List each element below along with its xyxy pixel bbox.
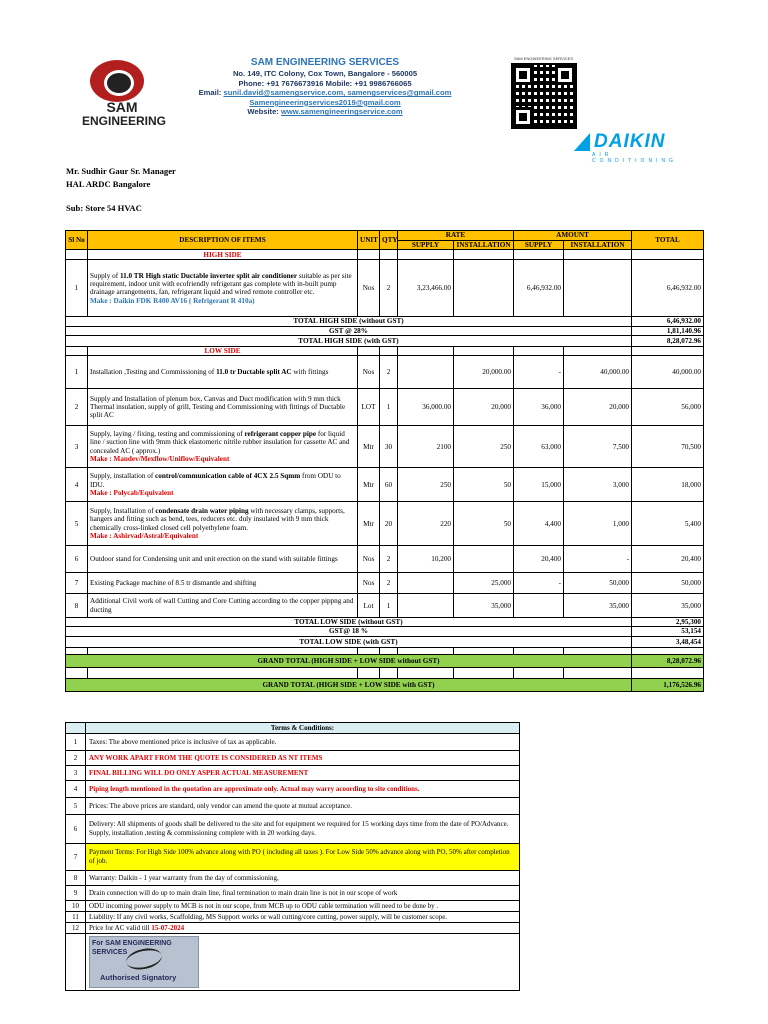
- item-desc-highlight: 11.0 TR High static Ductable inverter split air conditioner: [119, 271, 298, 280]
- item-description: [88, 594, 358, 618]
- header-description: DESCRIPTION OF ITEMS: [88, 231, 358, 250]
- website-link[interactable]: www.samengineeringservice.com: [280, 107, 403, 117]
- table-header-row: [66, 231, 704, 241]
- item-sl: 7: [66, 573, 88, 594]
- item-desc-text: Outdoor stand for Condensing unit and unit erection on the stand with suitable fittings: [90, 555, 338, 564]
- high-total-without-gst-value: 6,46,932.00: [632, 317, 704, 326]
- terms-number: 5: [66, 798, 86, 815]
- terms-number: 3: [66, 766, 86, 781]
- header-rate-installation: INSTALLATION: [454, 241, 514, 250]
- header-qty: QTY: [380, 231, 398, 250]
- company-logo: [82, 60, 167, 128]
- grand-total-with-gst-label: GRAND TOTAL (HIGH SIDE + LOW SIDE with GST): [66, 678, 632, 691]
- item-make: Make : Polycab/Equivalent: [90, 488, 174, 497]
- terms-number: 1: [66, 734, 86, 751]
- logo-text: [82, 99, 167, 128]
- item-description: [88, 573, 358, 594]
- header-total: TOTAL: [632, 231, 704, 250]
- qr-corner: [513, 107, 533, 127]
- item-amount-installation: 3,000: [564, 468, 632, 502]
- item-rate-supply: 250: [398, 468, 454, 502]
- item-amount-supply: [514, 594, 564, 618]
- terms-text: Drain connection will do up to main drain line, final termination to main drain line is not in our scope of work: [86, 886, 520, 901]
- terms-number: 2: [66, 751, 86, 766]
- low-side-title: LOW SIDE: [88, 346, 358, 355]
- qr-corner: [555, 65, 575, 85]
- daikin-wordmark: DAIKIN: [594, 131, 666, 152]
- low-total-with-gst-label: TOTAL LOW SIDE (with GST): [66, 636, 632, 647]
- item-unit: Nos: [358, 573, 380, 594]
- email-label: Email:: [198, 88, 224, 98]
- low-gst-label: GST@ 18 %: [66, 627, 632, 636]
- high-gst-label: GST @ 28%: [66, 326, 632, 335]
- item-description: [88, 468, 358, 502]
- item-qty: 20: [380, 502, 398, 546]
- item-make: Make : Daikin FDK R400 AV16 ( Refrigerant R 410a): [90, 296, 255, 305]
- item-sl: 2: [66, 389, 88, 426]
- item-rate-supply: 3,23,466.00: [398, 260, 454, 317]
- item-qty: 60: [380, 468, 398, 502]
- email-link[interactable]: sunil.david@samengservice.com, samengservices@gmail.com: [223, 88, 452, 98]
- qr-code-icon: [511, 63, 577, 129]
- item-total: 56,000: [632, 389, 704, 426]
- item-qty: 30: [380, 426, 398, 468]
- terms-text: Warranty: Daikin - 1 year warranty from the day of commissioning,: [86, 871, 520, 886]
- company-email: [180, 88, 470, 98]
- daikin-logo: [574, 131, 694, 164]
- grand-total-with-gst-value: 1,176,526.96: [632, 678, 704, 691]
- low-total-without-gst-label: TOTAL LOW SIDE (without GST): [66, 618, 632, 627]
- item-amount-installation: 40,000.00: [564, 356, 632, 389]
- high-total-without-gst-label: TOTAL HIGH SIDE (without GST): [66, 317, 632, 326]
- header-rate-supply: SUPPLY: [398, 241, 454, 250]
- item-qty: 2: [380, 260, 398, 317]
- item-rate-installation: [454, 546, 514, 573]
- item-unit: Mtr: [358, 502, 380, 546]
- item-total: 5,400: [632, 502, 704, 546]
- item-amount-installation: [564, 260, 632, 317]
- item-unit: Nos: [358, 356, 380, 389]
- terms-table: [65, 722, 520, 991]
- item-rate-supply: [398, 573, 454, 594]
- item-total: 40,000.00: [632, 356, 704, 389]
- item-amount-supply: -: [514, 573, 564, 594]
- daikin-subtitle: AIR CONDITIONING: [592, 152, 677, 164]
- item-qty: 2: [380, 356, 398, 389]
- item-amount-supply: 15,000: [514, 468, 564, 502]
- item-amount-installation: 50,000: [564, 573, 632, 594]
- low-total-without-gst-row: [66, 618, 704, 627]
- item-desc-highlight: 11.0 tr Ductable split AC: [216, 368, 292, 377]
- item-unit: Nos: [358, 260, 380, 317]
- item-desc-text: Supply, Installation of: [90, 507, 156, 516]
- item-desc-text: Supply of: [90, 271, 120, 280]
- high-total-with-gst-label: TOTAL HIGH SIDE (with GST): [66, 335, 632, 346]
- table-row: [66, 468, 704, 502]
- company-info: [180, 56, 470, 117]
- low-gst-value: 53,154: [632, 627, 704, 636]
- item-amount-supply: 36,000: [514, 389, 564, 426]
- item-rate-supply: 10,200: [398, 546, 454, 573]
- item-sl: 3: [66, 426, 88, 468]
- terms-row: [66, 871, 520, 886]
- terms-number: 12: [66, 923, 86, 934]
- terms-text: ODU incoming power supply to MCB is not in our scope, from MCB up to ODU cable termination will need to be done by .: [86, 901, 520, 912]
- item-desc-text: from ODU to IDU.: [90, 472, 341, 489]
- header-amount-installation: INSTALLATION: [564, 241, 632, 250]
- table-row: [66, 594, 704, 618]
- item-total: 35,000: [632, 594, 704, 618]
- terms-number: 4: [66, 781, 86, 798]
- signature-company: For SAM ENGINEERING SERVICES: [92, 940, 172, 956]
- item-sl: 1: [66, 356, 88, 389]
- item-unit: Nos: [358, 546, 380, 573]
- terms-number: 10: [66, 901, 86, 912]
- item-rate-installation: 25,000: [454, 573, 514, 594]
- table-row: [66, 546, 704, 573]
- item-unit: Mtr: [358, 426, 380, 468]
- item-description: [88, 260, 358, 317]
- terms-row: [66, 901, 520, 912]
- grand-total-without-gst-label: GRAND TOTAL (HIGH SIDE + LOW SIDE without GST): [66, 654, 632, 667]
- daikin-triangle-icon: [574, 133, 590, 151]
- low-total-with-gst-value: 3,48,454: [632, 636, 704, 647]
- addressee-name: Mr. Sudhir Gaur Sr. Manager: [66, 166, 176, 176]
- terms-text: [86, 923, 520, 934]
- item-unit: Mtr: [358, 468, 380, 502]
- item-description: [88, 389, 358, 426]
- item-amount-installation: 7,500: [564, 426, 632, 468]
- terms-text: Taxes: The above mentioned price is inclusive of tax as applicable.: [86, 734, 520, 751]
- signature-row: [66, 934, 520, 991]
- item-qty: 1: [380, 389, 398, 426]
- item-desc-text: Additional Civil work of wall Cutting and Core Cutting according to the copper pippng and ducting: [90, 597, 354, 614]
- item-rate-supply: 220: [398, 502, 454, 546]
- item-sl: 1: [66, 260, 88, 317]
- item-desc-text: Existing Package machine of 8.5 tr dismantle and shifting: [90, 579, 257, 588]
- item-description: [88, 502, 358, 546]
- low-total-without-gst-value: 2,95,300: [632, 618, 704, 627]
- item-total: 18,000: [632, 468, 704, 502]
- item-desc-highlight: condensate drain water piping: [155, 507, 249, 516]
- item-rate-supply: [398, 356, 454, 389]
- item-desc-highlight: control/communication cable of 4CX 2.5 Sqmm: [155, 472, 301, 481]
- terms-number: 7: [66, 844, 86, 871]
- terms-text: ANY WORK APART FROM THE QUOTE IS CONSIDERED AS NT ITEMS: [86, 751, 520, 766]
- item-rate-installation: [454, 260, 514, 317]
- item-amount-supply: 63,000: [514, 426, 564, 468]
- grand-total-without-gst-value: 8,28,072.96: [632, 654, 704, 667]
- section-row-high: [66, 250, 704, 260]
- terms-row: [66, 734, 520, 751]
- company-name: SAM ENGINEERING SERVICES: [250, 57, 400, 68]
- item-make: Make : Ashirvad/Astral/Equivalent: [90, 531, 199, 540]
- item-description: [88, 546, 358, 573]
- high-total-without-gst-row: [66, 317, 704, 326]
- item-amount-supply: 20,400: [514, 546, 564, 573]
- item-amount-installation: 20,000: [564, 389, 632, 426]
- logo-center: [104, 70, 134, 96]
- terms-number: 11: [66, 912, 86, 923]
- item-sl: 6: [66, 546, 88, 573]
- low-total-with-gst-row: [66, 636, 704, 647]
- item-rate-installation: 50: [454, 468, 514, 502]
- item-desc-text: with necessary clamps, supports, hangers and fitting such as bend, tees, reducers etc. duly insulated with 9 mm thick chemically cross-linked closed cell polyethylene foam.: [90, 507, 345, 532]
- low-gst-row: [66, 627, 704, 636]
- terms-text: Payment Terms: For High Side 100% advance along with PO ( including all taxes ). For Low Side 50% advance along with PO, 50% after completion of job.: [86, 844, 520, 871]
- terms-title: Terms & Conditions:: [86, 723, 520, 734]
- item-total: 6,46,932.00: [632, 260, 704, 317]
- item-desc-text: for liquid line / suction line with 9mm thick elastomeric nitrile rubber insulation for cassette AC and concealed AC ( approx.): [90, 430, 350, 455]
- item-rate-installation: 20,000: [454, 389, 514, 426]
- grand-total-without-gst-row: [66, 654, 704, 667]
- terms-header-row: [66, 723, 520, 734]
- item-unit: Lot: [358, 594, 380, 618]
- table-row: [66, 356, 704, 389]
- item-description: [88, 426, 358, 468]
- terms-row: [66, 751, 520, 766]
- item-amount-supply: -: [514, 356, 564, 389]
- terms-row: [66, 923, 520, 934]
- website-label: Website:: [247, 107, 281, 117]
- validity-date: 15-07-2024: [151, 923, 185, 932]
- qr-caption: SAM ENGINEERING SERVICES: [514, 56, 574, 61]
- item-rate-installation: 20,000.00: [454, 356, 514, 389]
- high-gst-value: 1,81,140.96: [632, 326, 704, 335]
- spacer-row: [66, 647, 704, 654]
- terms-text-pre: Price for AC valid till: [89, 923, 152, 932]
- high-side-title: HIGH SIDE: [88, 250, 358, 260]
- signature-stamp: [89, 936, 199, 988]
- logo-line1: SAM: [106, 99, 138, 115]
- item-sl: 4: [66, 468, 88, 502]
- header-amount: AMOUNT: [514, 231, 632, 241]
- table-row: [66, 260, 704, 317]
- item-total: 70,500: [632, 426, 704, 468]
- high-total-with-gst-value: 8,28,072.96: [632, 335, 704, 346]
- terms-number: 6: [66, 815, 86, 844]
- item-amount-supply: 6,46,932.00: [514, 260, 564, 317]
- terms-text: FINAL BILLING WILL DO ONLY ASPER ACTUAL MEASUREMENT: [86, 766, 520, 781]
- company-address: No. 149, ITC Colony, Cox Town, Bangalore - 560005: [232, 69, 418, 78]
- item-desc-text: Supply, laying / fixing, testing and commissioning of: [90, 430, 245, 439]
- item-desc-text: Supply and Installation of plenum box, Canvas and Duct modification with 9 mm thick Thermal insulation, supply of grill, Testing and Commissioning with fittings of Ductable split AC: [90, 394, 346, 420]
- high-gst-row: [66, 326, 704, 335]
- header-amount-supply: SUPPLY: [514, 241, 564, 250]
- subject-line: Sub: Store 54 HVAC: [66, 203, 142, 213]
- item-amount-installation: 35,000: [564, 594, 632, 618]
- signature-caption: Authorised Signatory: [100, 973, 177, 982]
- terms-text: Piping length mentioned in the quotation are approximate only. Actual may warry acoording to site conditions.: [86, 781, 520, 798]
- terms-row: [66, 844, 520, 871]
- terms-row: [66, 912, 520, 923]
- header-unit: UNIT: [358, 231, 380, 250]
- item-unit: LOT: [358, 389, 380, 426]
- item-total: 20,400: [632, 546, 704, 573]
- item-make: Make : Mandev/Mexflow/Uniflow/Equivalent: [90, 454, 230, 463]
- item-desc-text: Installation ,Testing and Commissioning of: [90, 368, 217, 377]
- spacer-row: [66, 667, 704, 678]
- terms-row: [66, 815, 520, 844]
- company-phone: Phone: +91 7676673916 Mobile: +91 9986766065: [238, 78, 412, 88]
- company-website: [180, 107, 470, 117]
- item-sl: 5: [66, 502, 88, 546]
- item-desc-highlight: refrigerant copper pipe: [244, 430, 317, 439]
- email-link-2[interactable]: Samengineeringservices2019@gmail.com: [249, 97, 401, 107]
- terms-text: Prices: The above prices are standard, only vendor can amend the quote at mutual acceptance.: [86, 798, 520, 815]
- item-qty: 1: [380, 594, 398, 618]
- terms-row: [66, 766, 520, 781]
- terms-number: 8: [66, 871, 86, 886]
- logo-line2: ENGINEERING: [82, 114, 167, 128]
- grand-total-with-gst-row: [66, 678, 704, 691]
- header-rate: RATE: [398, 231, 514, 241]
- section-row-low: [66, 346, 704, 355]
- item-rate-installation: 35,000: [454, 594, 514, 618]
- item-sl: 8: [66, 594, 88, 618]
- item-description: [88, 356, 358, 389]
- item-rate-supply: [398, 594, 454, 618]
- item-amount-installation: -: [564, 546, 632, 573]
- table-row: [66, 426, 704, 468]
- item-desc-text: suitable as per site requirement, indoor unit with ecofriendly refrigerant gas complete with in-built pump drainage arrangements, fan, refrigerant liquid and wired remote controller etc.: [90, 271, 352, 297]
- item-qty: 2: [380, 573, 398, 594]
- item-rate-installation: 50: [454, 502, 514, 546]
- terms-number: 9: [66, 886, 86, 901]
- item-desc-text: with fittings: [291, 368, 329, 377]
- terms-row: [66, 886, 520, 901]
- table-row: [66, 502, 704, 546]
- terms-row: [66, 798, 520, 815]
- table-row: [66, 389, 704, 426]
- terms-row: [66, 781, 520, 798]
- addressee-org: HAL ARDC Bangalore: [66, 179, 151, 189]
- item-desc-text: Supply, installation of: [90, 472, 156, 481]
- item-rate-supply: 36,000.00: [398, 389, 454, 426]
- item-amount-installation: 1,000: [564, 502, 632, 546]
- high-total-with-gst-row: [66, 335, 704, 346]
- terms-text: Delivery: All shipments of goods shall be delivered to the site and for equipment we required for 15 working days time from the date of PO/Advance. Supply, installation ,testing & commissioning complete with in 20 working days.: [86, 815, 520, 844]
- table-row: [66, 573, 704, 594]
- item-total: 50,000: [632, 573, 704, 594]
- qr-corner: [513, 65, 533, 85]
- header-sl: Sl No: [66, 231, 88, 250]
- item-rate-installation: 250: [454, 426, 514, 468]
- item-rate-supply: 2100: [398, 426, 454, 468]
- quotation-table: [65, 230, 704, 692]
- item-amount-supply: 4,400: [514, 502, 564, 546]
- terms-text: Liability: If any civil works, Scaffolding, MS Support works or wall cutting/core cutting, power supply, will be customer scope.: [86, 912, 520, 923]
- item-qty: 2: [380, 546, 398, 573]
